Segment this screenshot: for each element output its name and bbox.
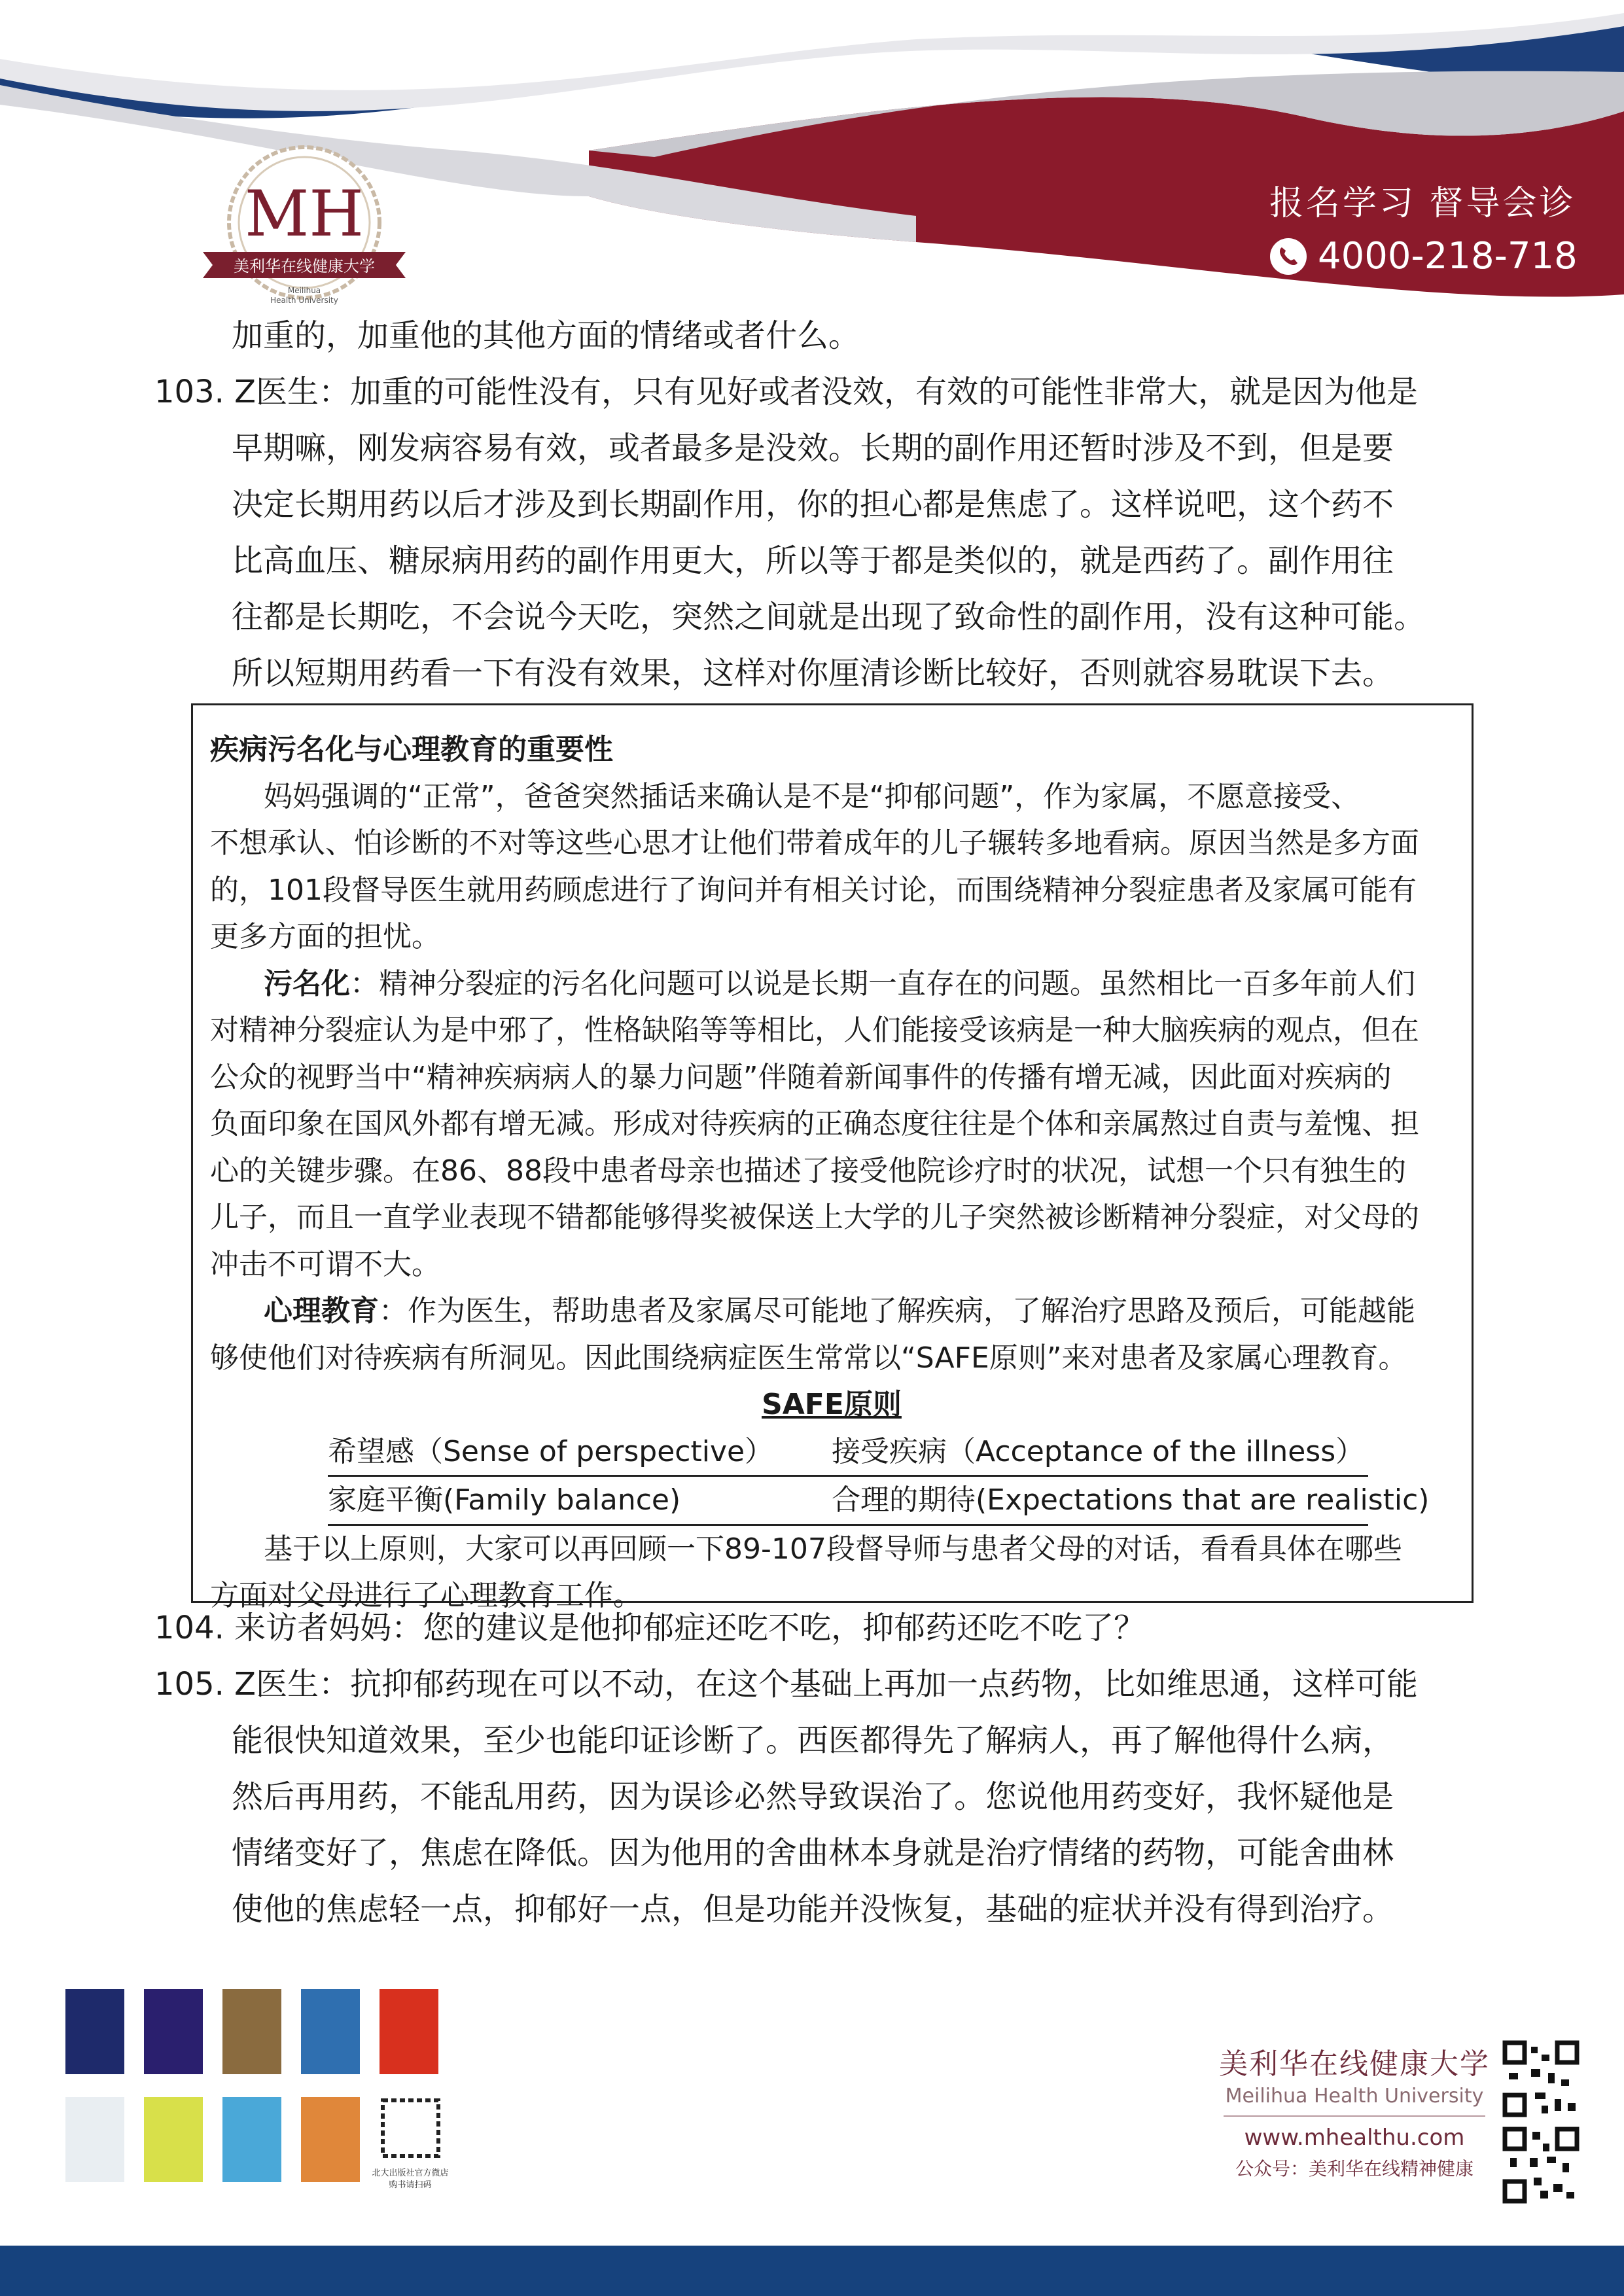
dialog-line: 决定长期用药以后才涉及到长期副作用，你的担心都是焦虑了。这样说吧，这个药不 (232, 486, 1394, 523)
book-covers (65, 1983, 458, 2205)
university-logo (196, 144, 412, 314)
dialog-line: 然后再用药，不能乱用药，因为误诊必然导致误治了。您说他用药变好，我怀疑他是 (232, 1778, 1394, 1815)
safe-item: 接受疾病（Acceptance of the illness） (832, 1428, 1368, 1477)
footer-name-cn: 美利华在线健康大学 (1219, 2047, 1490, 2081)
book-cover (144, 1989, 203, 2074)
book-cover (301, 1989, 360, 2074)
footer-info (1217, 2040, 1492, 2181)
box-text-line: 心的关键步骤。在86、88段中患者母亲也描述了接受他院诊疗时的状况，试想一个只有独生的 (210, 1154, 1406, 1188)
book-cover (301, 2097, 360, 2182)
book-cover (222, 2097, 281, 2182)
psychoeducation-label: 心理教育 (264, 1294, 379, 1328)
book-caption-2: 购书请扫码 (389, 2180, 432, 2190)
footer-website[interactable]: www.mhealthu.com (1244, 2125, 1465, 2151)
header-phone: 4000-218-718 (1318, 235, 1578, 277)
safe-row (210, 1477, 1453, 1526)
commentary-box (191, 703, 1474, 1612)
book-caption-1: 北大出版社官方微店 (372, 2168, 449, 2178)
box-text-line: 够使他们对待疾病有所洞见。因此围绕病症医生常常以“SAFE原则”来对患者及家属心理教育。 (210, 1341, 1407, 1375)
dialog-before-box (154, 308, 1470, 701)
qr-code-icon[interactable] (1502, 2127, 1580, 2204)
book-qr-code (383, 2100, 438, 2156)
stigma-text: ：精神分裂症的污名化问题可以说是长期一直存在的问题。虽然相比一百多年前人们 (350, 966, 1415, 1000)
svg-text:美利华在线健康大学: 美利华在线健康大学 (234, 257, 375, 275)
safe-item: 合理的期待(Expectations that are realistic) (832, 1477, 1368, 1526)
dialog-after-box (154, 1600, 1470, 1937)
footer-name-en: Meilihua Health University (1225, 2085, 1484, 2108)
dialog-line: 使他的焦虑轻一点，抑郁好一点，但是功能并没恢复，基础的症状并没有得到治疗。 (232, 1891, 1394, 1928)
box-text-line: 方面对父母进行了心理教育工作。 (210, 1579, 642, 1612)
svg-text:Meilihua: Meilihua (287, 286, 321, 295)
book-cover (222, 1989, 281, 2074)
book-cover (65, 1989, 124, 2074)
psychoeducation-text: ：作为医生，帮助患者及家属尽可能地了解疾病，了解治疗思路及预后，可能越能 (379, 1294, 1415, 1328)
stigma-label: 污名化 (264, 966, 350, 1000)
dialog-line: 往都是长期吃，不会说今天吃，突然之间就是出现了致命性的副作用，没有这种可能。 (232, 599, 1426, 635)
box-text-line (210, 1288, 1453, 1335)
safe-row (210, 1428, 1453, 1477)
box-text-line: 负面印象在国风外都有增无减。形成对待疾病的正确态度往往是个体和亲属熬过自责与羞愧、担 (210, 1107, 1419, 1140)
box-text-line: 儿子，而且一直学业表现不错都能够得奖被保送上大学的儿子突然被诊断精神分裂症，对父母的 (210, 1201, 1419, 1234)
phone-icon (1269, 238, 1307, 275)
dialog-line: 所以短期用药看一下有没有效果，这样对你厘清诊断比较好，否则就容易耽误下去。 (232, 655, 1394, 692)
box-text-line: 冲击不可谓不大。 (210, 1247, 440, 1281)
header-slogan: 报名学习 督导会诊 (1269, 184, 1576, 223)
box-text-line: 更多方面的担忧。 (210, 920, 440, 953)
dialog-line: 104. 来访者妈妈：您的建议是他抑郁症还吃不吃，抑郁药还吃不吃了？ (154, 1610, 1146, 1646)
box-text-line: 妈妈强调的“正常”，爸爸突然插话来确认是不是“抑郁问题”，作为家属，不愿意接受、 (264, 779, 1360, 813)
svg-text:Health University: Health University (270, 296, 338, 305)
header-phone-row (1269, 235, 1583, 277)
dialog-line: 103. Z医生：加重的可能性没有，只有见好或者没效，有效的可能性非常大，就是因为他是 (154, 374, 1419, 410)
safe-item: 家庭平衡(Family balance) (328, 1477, 832, 1526)
box-text-line (210, 961, 1453, 1008)
box-text-line: 的，101段督导医生就用药顾虑进行了询问并有相关讨论，而围绕精神分裂症患者及家属可能有 (210, 873, 1417, 907)
box-text-line: 基于以上原则，大家可以再回顾一下89-107段督导师与患者父母的对话，看看具体在哪些 (264, 1532, 1402, 1566)
dialog-line: 加重的，加重他的其他方面的情绪或者什么。 (232, 317, 860, 354)
dialog-line: 105. Z医生：抗抑郁药现在可以不动，在这个基础上再加一点药物，比如维思通，这样可能 (154, 1666, 1419, 1703)
safe-item: 希望感（Sense of perspective） (328, 1428, 832, 1477)
box-title: 疾病污名化与心理教育的重要性 (210, 733, 613, 766)
qr-code-icon[interactable] (1502, 2040, 1580, 2117)
footer-divider (1224, 2115, 1485, 2117)
box-text-line: 对精神分裂症认为是中邪了，性格缺陷等等相比，人们能接受该病是一种大脑疾病的观点，但在 (210, 1014, 1419, 1047)
safe-principle-title: SAFE原则 (762, 1388, 902, 1421)
box-text-line: 不想承认、怕诊断的不对等这些心思才让他们带着成年的儿子辗转多地看病。原因当然是多方面 (210, 826, 1419, 860)
dialog-line: 情绪变好了，焦虑在降低。因为他用的舍曲林本身就是治疗情绪的药物，可能舍曲林 (232, 1835, 1394, 1871)
footer-wechat: 公众号：美利华在线精神健康 (1235, 2158, 1474, 2180)
footer-bar (0, 2246, 1624, 2296)
book-cover (65, 2097, 124, 2182)
book-cover (144, 2097, 203, 2182)
dialog-line: 能很快知道效果，至少也能印证诊断了。西医都得先了解病人，再了解他得什么病， (232, 1722, 1394, 1759)
svg-text:MH: MH (244, 177, 364, 251)
dialog-line: 比高血压、糖尿病用药的副作用更大，所以等于都是类似的，就是西药了。副作用往 (232, 542, 1394, 579)
book-cover (380, 1989, 438, 2074)
box-text-line: 公众的视野当中“精神疾病病人的暴力问题”伴随着新闻事件的传播有增无减，因此面对疾病的 (210, 1060, 1392, 1094)
header-contact (1269, 175, 1583, 277)
dialog-line: 早期嘛，刚发病容易有效，或者最多是没效。长期的副作用还暂时涉及不到，但是要 (232, 430, 1394, 467)
